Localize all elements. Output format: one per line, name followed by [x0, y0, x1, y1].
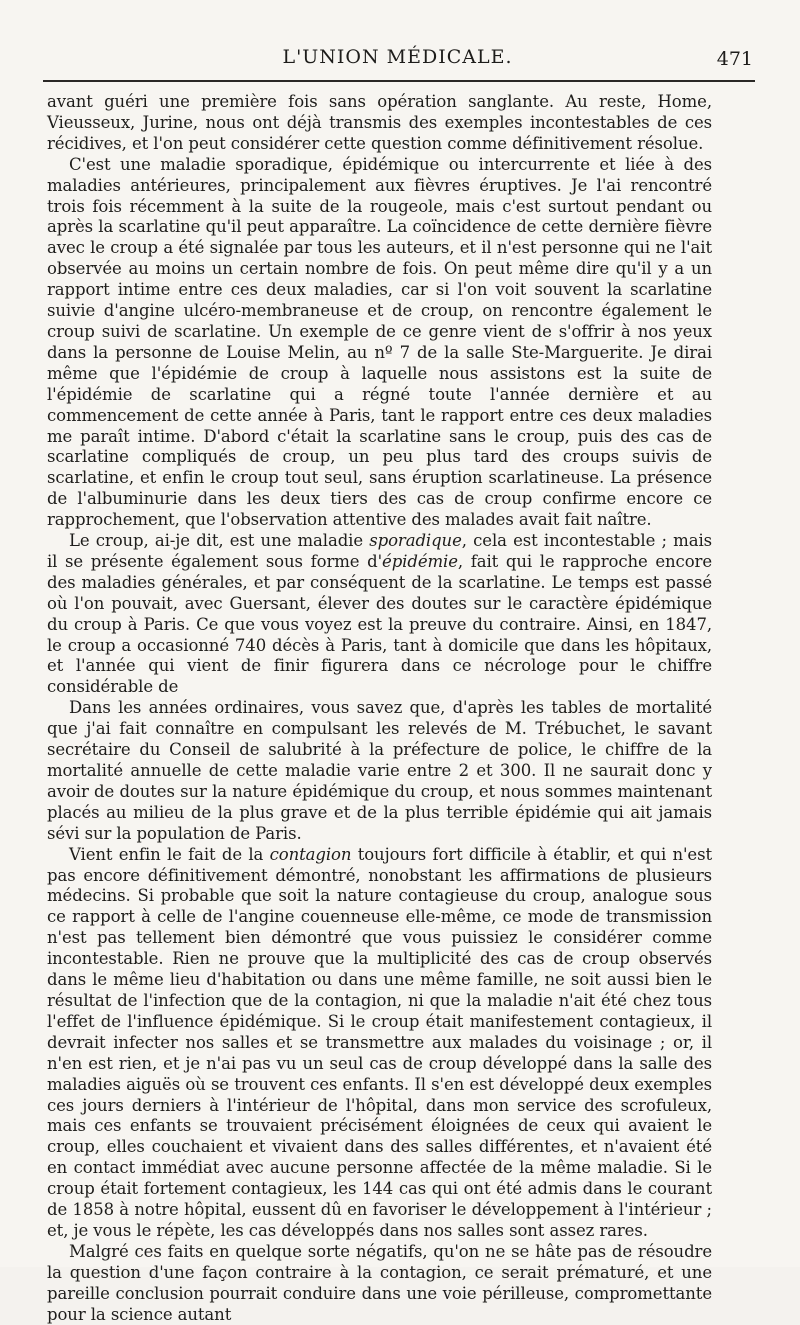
- body-text: [47, 92, 712, 1325]
- paragraph-1: [47, 92, 712, 155]
- paragraph-text: C'est une maladie sporadique, épidémique ou intercurrente et liée à des maladies antérieures, principalement aux fièvres éruptives. Je l'ai rencontré trois fois récemment à la suite de la rougeole, mais c'est surtout pendant ou après la scarlatine qu'il peut apparaître. La coïncidence de cette dernière fièvre avec le croup a été signalée par tous les auteurs, et il n'est personne qui ne l'ait observée au moins un certain nombre de fois. On peut même dire qu'il y a un rapport intime entre ces deux maladies, car si l'on voit souvent la scarlatine suivie d'angine ulcéro-membraneuse et de croup, on rencontre également le croup suivi de scarlatine. Un exemple de ce genre vient de s'offrir à nos yeux dans la personne de Louise Melin, au nº 7 de la salle Ste-Marguerite. Je dirai même que l'épidémie de croup à laquelle nous assistons est la suite de l'épidémie de scarlatine qui a régné toute l'année dernière et au commencement de cette année à Paris, tant le rapport entre ces deux maladies me paraît intime. D'abord c'était la scarlatine sans le croup, puis des cas de scarlatine compliqués de croup, un peu plus tard des croups suivis de scarlatine, et enfin le croup tout seul, sans éruption scarlatineuse. La présence de l'albuminurie dans les deux tiers des cas de croup confirme encore ce rapprochement, que l'observation attentive des malades avait fait naître.: [47, 154, 712, 530]
- paragraph-2: [47, 155, 712, 531]
- paragraph-text: Malgré ces faits en quelque sorte négatifs, qu'on ne se hâte pas de résoudre la question d'une façon contraire à la contagion, ce serait prématuré, et une pareille conclusion pourrait conduire dans une voie périlleuse, compromettante pour la science autant: [47, 1241, 712, 1324]
- paragraph-text: avant guéri une première fois sans opération sanglante. Au reste, Home, Vieusseux, Jurine, nous ont déjà transmis des exemples incontestables de ces récidives, et l'on peut considérer cette question comme définitivement résolue.: [47, 92, 712, 153]
- paragraph-3: [47, 531, 712, 698]
- page-number: 471: [716, 48, 753, 70]
- italic-term-sporadique: sporadique: [369, 531, 462, 551]
- paragraph-text: Dans les années ordinaires, vous savez que, d'après les tables de mortalité que j'ai fait connaître en compulsant les relevés de M. Trébuchet, le savant secrétaire du Conseil de salubrité à la préfecture de police, le chiffre de la mortalité annuelle de cette maladie varie entre 2 et 300. Il ne saurait donc y avoir de doutes sur la nature épidémique du croup, et nous sommes maintenant placés au milieu de la plus grave et de la plus terrible épidémie qui ait jamais sévi sur la population de Paris.: [47, 698, 712, 843]
- journal-title: L'UNION MÉDICALE.: [282, 46, 513, 68]
- paragraph-text: Le croup, ai-je dit, est une maladie: [69, 531, 370, 551]
- paragraph-5: [47, 845, 712, 1242]
- paragraph-4: [47, 698, 712, 844]
- running-head: [40, 46, 755, 78]
- paragraph-text: toujours fort difficile à établir, et qui n'est pas encore définitivement démontré, nonobstant les affirmations de plusieurs médecins. Si probable que soit la nature contagieuse du croup, analogue sous ce rapport à celle de l'angine couenneuse elle-même, ce mode de transmission n'est pas tellement bien démontré que vous puissiez le considérer comme incontestable. Rien ne prouve que la multiplicité des cas de croup observés dans le même lieu d'habitation ou dans une même famille, ne soit aussi bien le résultat de l'infection que de la contagion, ni que la maladie n'ait été chez tous l'effet de l'influence épidémique. Si le croup était manifestement contagieux, il devrait infecter nos salles et se transmettre aux malades du voisinage ; or, il n'en est rien, et je n'ai pas vu un seul cas de croup développé dans la salle des maladies aiguës où se trouvent ces enfants. Il s'en est développé deux exemples ces jours derniers à l'intérieur de l'hôpital, dans mon service des scrofuleux, mais ces enfants se trouvaient précisément éloignées de ceux qui avaient le croup, elles couchaient et vivaient dans des salles différentes, et n'avaient été en contact immédiat avec aucune personne affectée de la même maladie. Si le croup était fortement contagieux, les 144 cas qui ont été admis dans le courant de 1858 à notre hôpital, eussent dû en favoriser le développement à l'intérieur ; et, je vous le répète, les cas développés dans nos salles sont assez rares.: [47, 844, 713, 1240]
- italic-term-contagion: contagion: [269, 844, 352, 864]
- italic-term-epidemie: épidémie: [382, 551, 458, 571]
- paragraph-6: [47, 1242, 712, 1325]
- paragraph-text: Vient enfin le fait de la: [69, 844, 270, 864]
- paragraph-text: , cela est incontestable ; mais il se présente également sous forme d': [47, 531, 712, 571]
- paragraph-text: , fait qui le rapproche encore des maladies générales, et par conséquent de la scarlatine. Le temps est passé où l'on pouvait, avec Guersant, élever des doutes sur le caractère épidémique du croup à Paris. Ce que vous voyez est la preuve du contraire. Ainsi, en 1847, le croup a occasionné 740 décès à Paris, tant à domicile que dans les hôpitaux, et l'année qui vient de finir figurera dans ce nécrologe pour le chiffre considérable de: [47, 551, 712, 697]
- header-rule: [43, 80, 755, 82]
